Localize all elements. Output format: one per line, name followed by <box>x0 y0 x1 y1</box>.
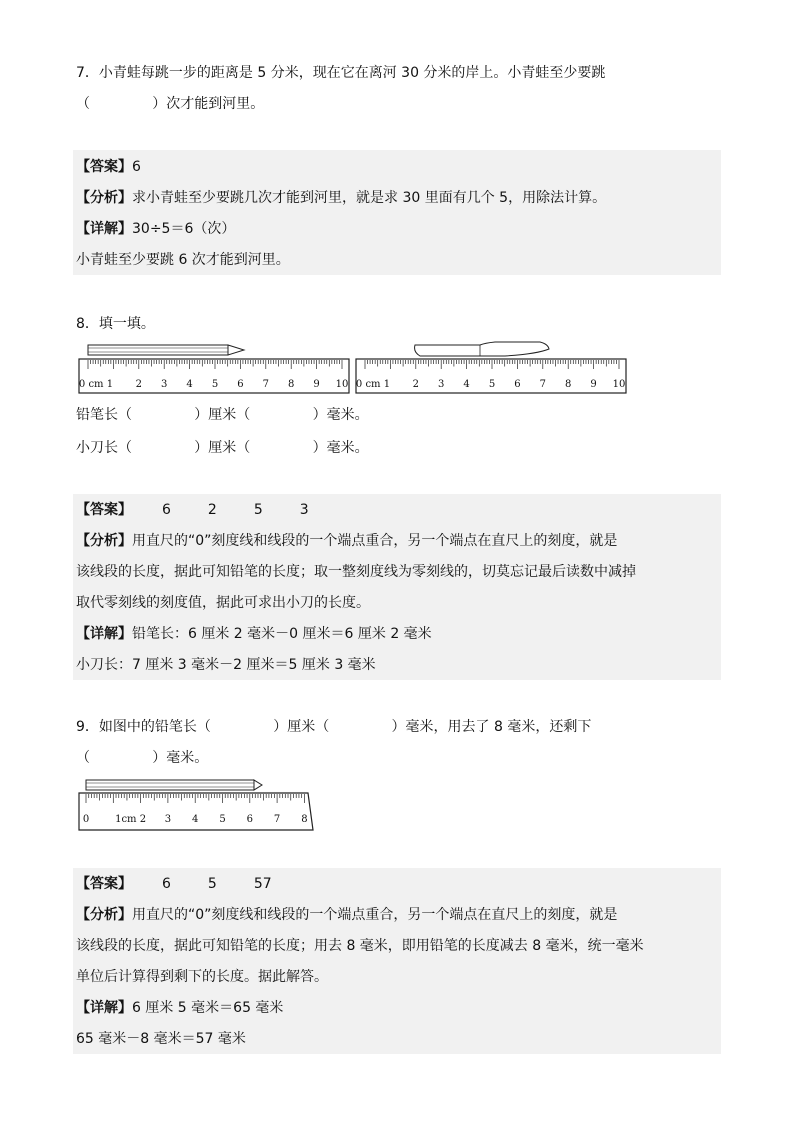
analysis-text-1: 用直尺的“0”刻度线和线段的一个端点重合，另一个端点在直尺上的刻度，就是 <box>132 533 618 549</box>
pencil-tip <box>254 780 262 790</box>
pencil-body <box>86 780 254 790</box>
q8-pencil-line: 铅笔长（ ）厘米（ ）毫米。 <box>76 407 369 423</box>
pencil-body <box>88 345 228 355</box>
ruler-label: 4 <box>463 379 470 390</box>
q7-question-line1: 7．小青蛙每跳一步的距离是 5 分米，现在它在离河 30 分米的岸上。小青蛙至少要跳 <box>76 65 606 81</box>
ruler-label: 9 <box>590 379 597 390</box>
ruler-label: 2 <box>135 379 142 390</box>
analysis-tag: 【分析】 <box>76 190 132 206</box>
q9-detail-2: 65 毫米－8 毫米＝57 毫米 <box>76 1031 246 1047</box>
q9-question-line2: （ ）毫米。 <box>76 750 209 766</box>
ruler-label: 5 <box>219 814 226 825</box>
q9-answer <box>76 874 272 894</box>
analysis-tag: 【分析】 <box>76 907 132 923</box>
ruler-label: 4 <box>192 814 199 825</box>
ruler-label: 0 cm 1 <box>355 379 391 390</box>
ruler-label: 2 <box>412 379 419 390</box>
detail-tag: 【详解】 <box>76 221 132 237</box>
q7-detail <box>76 219 235 239</box>
detail-text: 30÷5＝6（次） <box>132 221 236 237</box>
answer-value: 6 <box>132 159 141 175</box>
ruler-label: 3 <box>164 814 172 825</box>
detail-text: 铅笔长：6 厘米 2 毫米－0 厘米＝6 厘米 2 毫米 <box>132 626 432 642</box>
q7-analysis <box>76 188 606 208</box>
ruler-with-knife <box>355 340 627 396</box>
q8-analysis <box>76 531 617 551</box>
analysis-text-1: 用直尺的“0”刻度线和线段的一个端点重合，另一个端点在直尺上的刻度，就是 <box>132 907 618 923</box>
q9-analysis-2: 该线段的长度，据此可知铅笔的长度；用去 8 毫米，即用铅笔的长度减去 8 毫米，统一毫米 <box>76 938 644 954</box>
answer-value-4: 3 <box>299 502 309 518</box>
ruler-label: 10 <box>612 379 626 390</box>
ruler-label: 8 <box>301 814 308 825</box>
q9-solution-box <box>73 868 721 1054</box>
q9-detail <box>76 998 283 1018</box>
detail-tag: 【详解】 <box>76 1000 132 1016</box>
q8-detail-2: 小刀长：7 厘米 3 毫米－2 厘米＝5 厘米 3 毫米 <box>76 657 376 673</box>
q8-knife-line: 小刀长（ ）厘米（ ）毫米。 <box>76 440 369 456</box>
answer-tag: 【答案】 <box>76 159 132 175</box>
ruler-with-pencil-q9 <box>78 776 316 832</box>
answer-tag: 【答案】 <box>76 502 132 518</box>
ruler-label: 7 <box>273 814 281 825</box>
q7-detail-2: 小青蛙至少要跳 6 次才能到河里。 <box>76 252 290 268</box>
q8-analysis-3: 取代零刻线的刻度值，据此可求出小刀的长度。 <box>76 595 370 611</box>
knife-shape <box>415 342 549 356</box>
answer-value-2: 5 <box>207 876 217 892</box>
ruler-with-pencil <box>78 340 350 396</box>
q7-question-line2: （ ）次才能到河里。 <box>76 96 265 112</box>
answer-value-1: 6 <box>162 502 171 518</box>
ruler-label: 4 <box>186 379 193 390</box>
answer-value-3: 57 <box>253 876 272 892</box>
answer-value-1: 6 <box>162 876 171 892</box>
ruler-label: 3 <box>161 379 168 390</box>
ruler-label: 3 <box>438 379 445 390</box>
detail-text: 6 厘米 5 毫米＝65 毫米 <box>132 1000 284 1016</box>
ruler-label: 1cm 2 <box>115 814 147 825</box>
q7-answer <box>76 157 141 177</box>
q8-title: 8．填一填。 <box>76 316 155 332</box>
q8-detail <box>76 624 432 644</box>
q8-answer <box>76 500 309 520</box>
ruler-label: 5 <box>488 379 496 390</box>
detail-tag: 【详解】 <box>76 626 132 642</box>
ruler-label: 6 <box>237 379 244 390</box>
ruler-label: 6 <box>246 814 253 825</box>
answer-value-3: 5 <box>253 502 263 518</box>
q8-analysis-2: 该线段的长度，据此可知铅笔的长度；取一整刻度线为零刻线的，切莫忘记最后读数中减掉 <box>76 564 636 580</box>
q9-question-line1: 9．如图中的铅笔长（ ）厘米（ ）毫米，用去了 8 毫米，还剩下 <box>76 719 592 735</box>
ruler-label: 8 <box>288 379 295 390</box>
ruler-label: 0 <box>82 814 90 825</box>
q8-solution-box <box>73 494 721 680</box>
ruler-label: 0 cm 1 <box>78 379 114 390</box>
ruler-label: 7 <box>539 379 546 390</box>
q9-analysis-3: 单位后计算得到剩下的长度。据此解答。 <box>76 969 328 985</box>
pencil-tip <box>228 345 244 355</box>
analysis-text: 求小青蛙至少要跳几次才能到河里，就是求 30 里面有几个 5，用除法计算。 <box>132 190 607 206</box>
q9-analysis <box>76 905 617 925</box>
answer-tag: 【答案】 <box>76 876 132 892</box>
ruler-label: 7 <box>262 379 269 390</box>
answer-value-2: 2 <box>207 502 217 518</box>
ruler-label: 6 <box>514 379 521 390</box>
ruler-label: 10 <box>335 379 349 390</box>
analysis-tag: 【分析】 <box>76 533 132 549</box>
ruler-label: 9 <box>313 379 320 390</box>
ruler-label: 5 <box>211 379 219 390</box>
ruler-label: 8 <box>565 379 572 390</box>
